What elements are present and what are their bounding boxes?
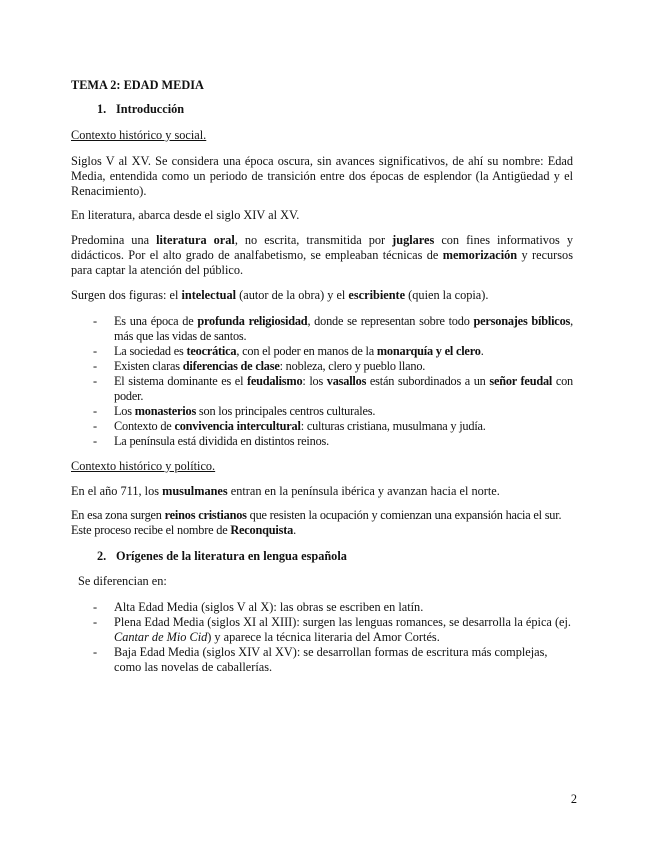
list-item: - La sociedad es teocrática, con el poder en manos de la monarquía y el clero. <box>93 344 573 359</box>
list-item: - Contexto de convivencia intercultural: culturas cristiana, musulmana y judía. <box>93 419 573 434</box>
list-item: - Alta Edad Media (siglos V al X): las obras se escriben en latín. <box>93 600 573 615</box>
paragraph-literatura-oral: Predomina una literatura oral, no escrita, transmitida por juglares con fines informativos y didácticos. Por el alto grado de analfabetismo, se empleaban técnicas de memorización y recursos para captar la atención del público. <box>71 233 574 277</box>
list-item: - Existen claras diferencias de clase: nobleza, clero y pueblo llano. <box>93 359 573 374</box>
section-number: 1. <box>97 102 107 116</box>
paragraph-figuras: Surgen dos figuras: el intelectual (autor de la obra) y el escribiente (quien la copia). <box>71 288 489 302</box>
periods-list <box>93 600 573 675</box>
subheading-contexto-social: Contexto histórico y social. <box>71 128 207 142</box>
list-item: - Plena Edad Media (siglos XI al XIII): surgen las lenguas romances, se desarrolla la épica (ej. Cantar de Mio Cid) y aparece la técnica literaria del Amor Cortés. <box>93 615 573 645</box>
page-number: 2 <box>570 792 577 806</box>
section-heading-origenes <box>97 549 347 564</box>
subheading-contexto-politico: Contexto histórico y político. <box>71 459 216 473</box>
list-item: - La península está dividida en distintos reinos. <box>93 434 573 449</box>
list-item: - Es una época de profunda religiosidad, donde se representan sobre todo personajes bíblicos, más que las vidas de santos. <box>93 314 573 344</box>
list-item: - Los monasterios son los principales centros culturales. <box>93 404 573 419</box>
list-item: - Baja Edad Media (siglos XIV al XV): se desarrollan formas de escritura más complejas, como las novelas de caballerías. <box>93 645 573 675</box>
paragraph-siglos: Siglos V al XV. Se considera una época oscura, sin avances significativos, de ahí su nombre: Edad Media, entendida como un periodo de transición entre dos épocas de esplendor (la Antigüedad y el Renacimiento). <box>71 154 573 198</box>
paragraph-reconquista: En esa zona surgen reinos cristianos que resisten la ocupación y comienzan una expansión hacia el sur. Este proceso recibe el nombre de Reconquista. <box>71 508 562 537</box>
paragraph-musulmanes: En el año 711, los musulmanes entran en la península ibérica y avanzan hacia el norte. <box>71 484 500 498</box>
document-title: TEMA 2: EDAD MEDIA <box>71 78 204 92</box>
paragraph-literatura: En literatura, abarca desde el siglo XIV al XV. <box>71 208 300 222</box>
section-heading-introduccion <box>97 102 184 117</box>
section-title: Introducción <box>116 102 185 116</box>
paragraph-se-diferencian: Se diferencian en: <box>78 574 167 588</box>
section-title: Orígenes de la literatura en lengua española <box>116 549 347 563</box>
section-number: 2. <box>97 549 107 563</box>
context-list <box>93 314 573 449</box>
list-item: - El sistema dominante es el feudalismo: los vasallos están subordinados a un señor feudal con poder. <box>93 374 573 404</box>
